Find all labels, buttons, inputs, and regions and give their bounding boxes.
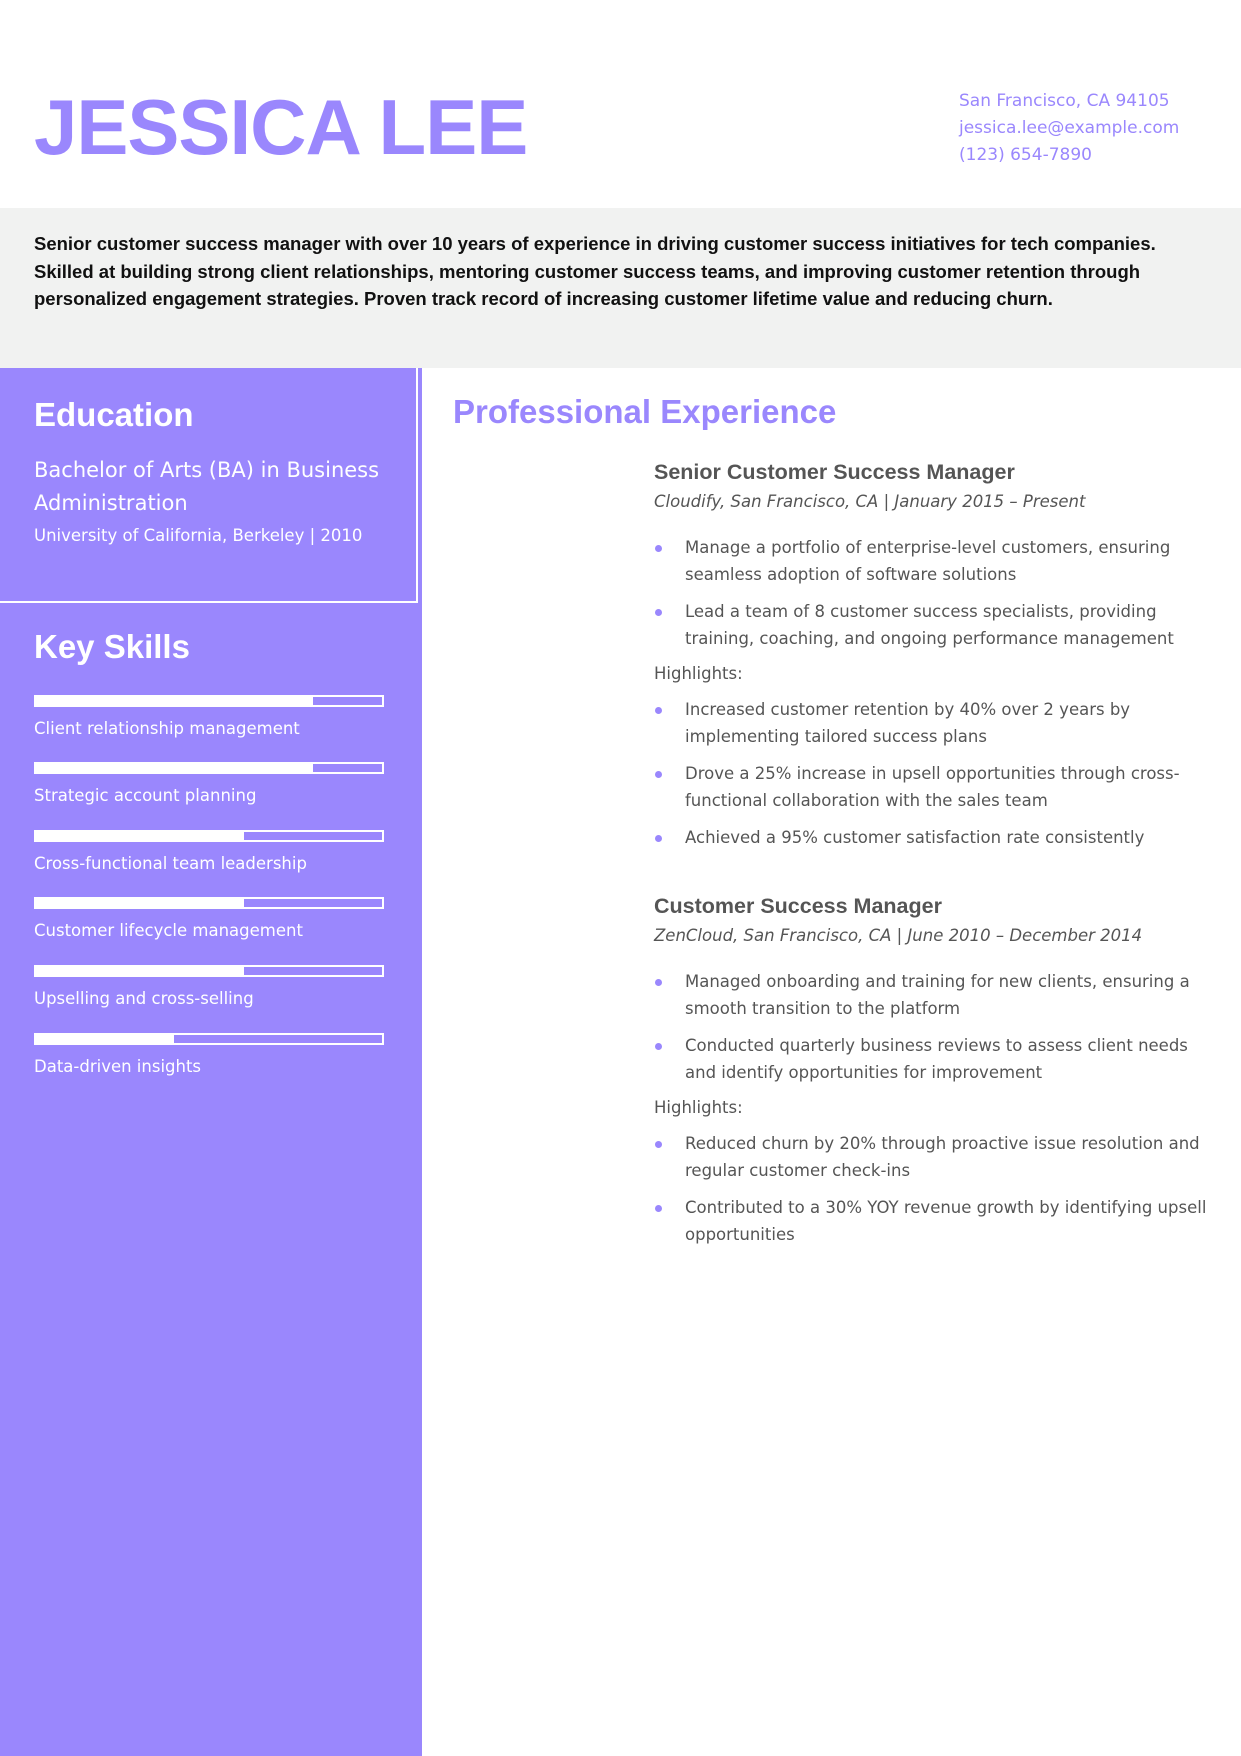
- job-meta: ZenCloud, San Francisco, CA | June 2010 – December 2014: [654, 926, 1143, 945]
- skill-item: [34, 1033, 384, 1076]
- skill-level-bar: [34, 695, 384, 707]
- bullet-icon: [655, 545, 662, 552]
- candidate-name: JESSICA LEE: [34, 83, 528, 171]
- bullet-text: Lead a team of 8 customer success specialists, providing training, coaching, and ongoing performance management: [685, 602, 1174, 648]
- skill-level-fill: [36, 899, 244, 907]
- list-item: [654, 1194, 1214, 1248]
- highlight-text: Reduced churn by 20% through proactive issue resolution and regular customer check-ins: [685, 1134, 1200, 1180]
- skill-item: [34, 830, 384, 873]
- skill-label: Cross-functional team leadership: [34, 854, 307, 873]
- contact-email[interactable]: jessica.lee@example.com: [959, 118, 1180, 138]
- contact-phone[interactable]: (123) 654-7890: [959, 145, 1092, 165]
- skill-level-bar: [34, 762, 384, 774]
- skill-item: [34, 762, 384, 805]
- skills-heading: Key Skills: [34, 628, 190, 665]
- sidebar: [0, 368, 422, 1756]
- skill-label: Client relationship management: [34, 719, 300, 738]
- bullet-icon: [655, 835, 662, 842]
- highlights-label: Highlights:: [654, 664, 743, 683]
- bullet-text: Conducted quarterly business reviews to assess client needs and identify opportunities for improvement: [685, 1036, 1188, 1082]
- skill-level-bar: [34, 965, 384, 977]
- bullet-icon: [655, 1043, 662, 1050]
- education-school: University of California, Berkeley | 2010: [34, 526, 363, 545]
- skill-label: Strategic account planning: [34, 786, 257, 805]
- bullet-icon: [655, 1205, 662, 1212]
- highlights-list: [654, 1130, 1214, 1248]
- job-bullets: [654, 968, 1214, 1086]
- education-degree: Bachelor of Arts (BA) in Business Administration: [34, 458, 380, 515]
- skill-level-fill: [36, 967, 244, 975]
- list-item: [654, 534, 1214, 588]
- highlight-text: Achieved a 95% customer satisfaction rate consistently: [685, 828, 1145, 847]
- resume-header: [0, 0, 1241, 208]
- skill-level-bar: [34, 1033, 384, 1045]
- skill-level-fill: [36, 764, 313, 772]
- list-item: [654, 696, 1214, 750]
- highlights-label: Highlights:: [654, 1098, 743, 1117]
- job-role: Senior Customer Success Manager: [654, 460, 1015, 484]
- skill-level-bar: [34, 897, 384, 909]
- bullet-icon: [655, 979, 662, 986]
- summary-text: Senior customer success manager with over 10 years of experience in driving customer success initiatives for tech companies. Skilled at building strong client relationships, mentoring customer success teams, and improving customer retention through personalized engagement strategies. Proven track record of increasing customer lifetime value and reducing churn.: [34, 233, 1156, 309]
- list-item: [654, 598, 1214, 652]
- skill-level-fill: [36, 697, 313, 705]
- bullet-icon: [655, 609, 662, 616]
- skill-level-bar: [34, 830, 384, 842]
- bullet-text: Managed onboarding and training for new clients, ensuring a smooth transition to the platform: [685, 972, 1190, 1018]
- skill-label: Customer lifecycle management: [34, 921, 303, 940]
- contact-block: [959, 88, 1179, 169]
- list-item: [654, 1130, 1214, 1184]
- summary-section: [0, 208, 1241, 368]
- bullet-icon: [655, 707, 662, 714]
- education-section: [0, 368, 418, 602]
- bullet-icon: [655, 771, 662, 778]
- job-meta: Cloudify, San Francisco, CA | January 2015 – Present: [654, 492, 1086, 511]
- job-entry: [654, 892, 1214, 1258]
- job-role: Customer Success Manager: [654, 894, 942, 918]
- highlights-list: [654, 696, 1214, 851]
- list-item: [654, 1032, 1214, 1086]
- skill-level-fill: [36, 1035, 174, 1043]
- skill-level-fill: [36, 832, 244, 840]
- skill-item: [34, 965, 384, 1008]
- highlight-text: Drove a 25% increase in upsell opportunities through cross-functional collaboration with the sales team: [685, 764, 1180, 810]
- job-bullets: [654, 534, 1214, 652]
- section-divider: [0, 601, 418, 603]
- highlight-text: Increased customer retention by 40% over 2 years by implementing tailored success plans: [685, 700, 1131, 746]
- contact-location: San Francisco, CA 94105: [959, 91, 1170, 111]
- list-item: [654, 824, 1214, 851]
- skill-label: Data-driven insights: [34, 1057, 202, 1076]
- job-entry: [654, 458, 1214, 861]
- bullet-icon: [655, 1141, 662, 1148]
- experience-heading: Professional Experience: [453, 393, 837, 430]
- skill-item: [34, 897, 384, 940]
- skill-item: [34, 695, 384, 738]
- bullet-text: Manage a portfolio of enterprise-level customers, ensuring seamless adoption of software solutions: [685, 538, 1171, 584]
- highlight-text: Contributed to a 30% YOY revenue growth by identifying upsell opportunities: [685, 1198, 1207, 1244]
- list-item: [654, 760, 1214, 814]
- list-item: [654, 968, 1214, 1022]
- education-heading: Education: [34, 396, 194, 433]
- skill-label: Upselling and cross-selling: [34, 989, 254, 1008]
